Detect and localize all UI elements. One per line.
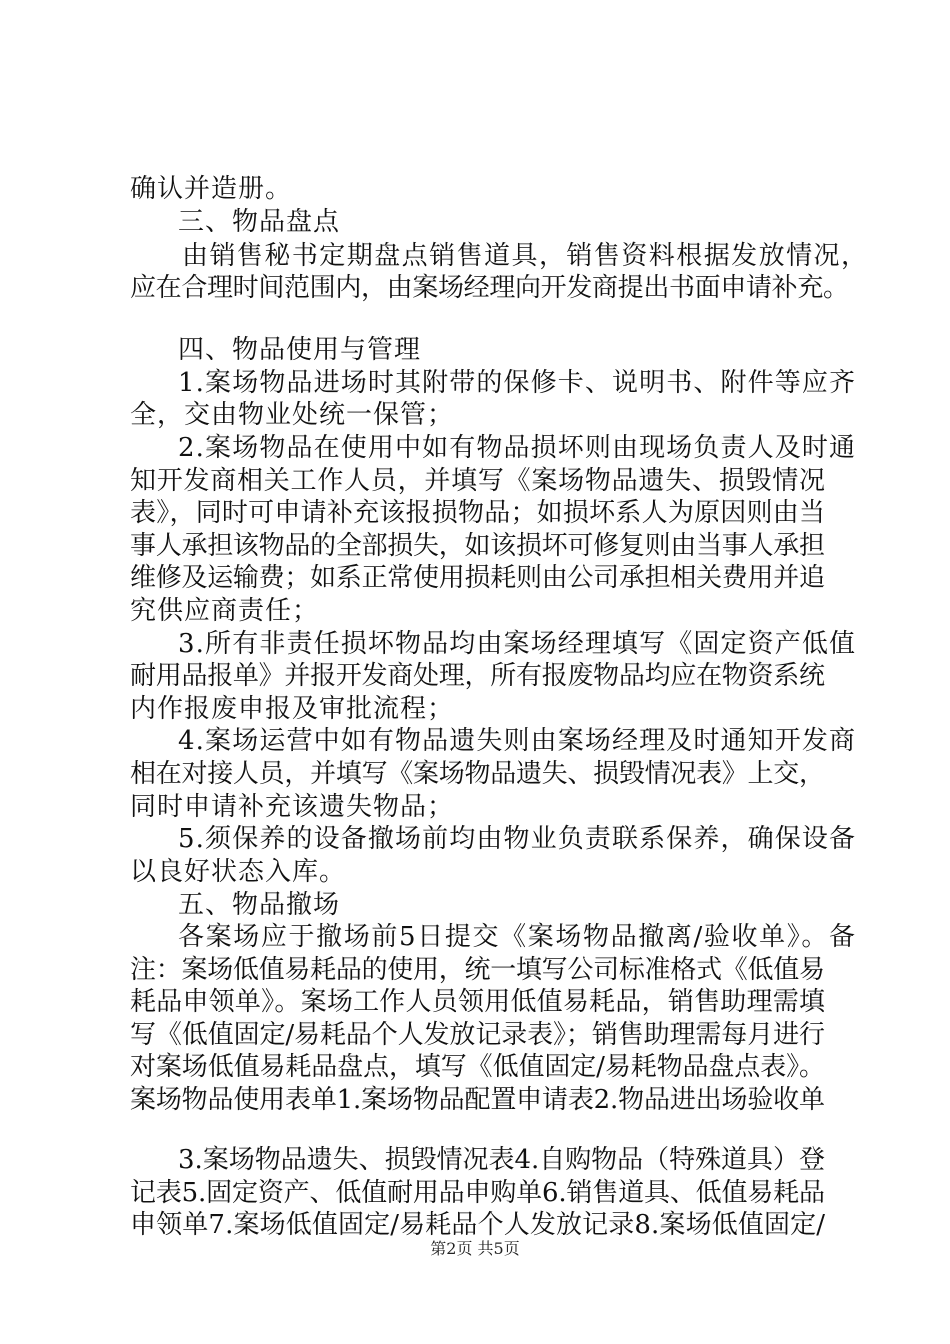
text-line: 注：案场低值易耗品的使用，统一填写公司标准格式《低值易 (130, 955, 825, 985)
text-line: 相在对接人员，并填写《案场物品遗失、损毁情况表》上交， (130, 759, 825, 789)
text-line: 三、物品盘点 (178, 207, 341, 237)
text-line: 耗品申领单》。案场工作人员领用低值易耗品，销售助理需填 (130, 987, 826, 1017)
text-line: 维修及运输费；如系正常使用损耗则由公司承担相关费用并追 (130, 563, 825, 593)
text-line: 四、物品使用与管理 (178, 335, 422, 365)
text-line: 事人承担该物品的全部损失，如该损坏可修复则由当事人承担 (130, 531, 825, 561)
text-line: 全，交由物业处统一保管； (130, 400, 455, 430)
text-line: 内作报废申报及审批流程； (130, 694, 455, 724)
text-line: 记表5.固定资产、低值耐用品申购单6.销售道具、低值易耗品 (130, 1178, 825, 1208)
text-line: 确认并造册。 (130, 174, 293, 204)
text-line: 各案场应于撤场前5日提交《案场物品撤离/验收单》。备 (178, 922, 857, 952)
text-line: 应在合理时间范围内，由案场经理向开发商提出书面申请补充。 (130, 273, 849, 303)
text-line: 4.案场运营中如有物品遗失则由案场经理及时通知开发商 (178, 726, 857, 756)
text-line: 案场物品使用表单1.案场物品配置申请表2.物品进出场验收单 (130, 1085, 825, 1115)
text-line: 申领单7.案场低值固定/易耗品个人发放记录8.案场低值固定/ (130, 1210, 826, 1240)
page-footer: 第2页 共5页 (430, 1239, 520, 1258)
text-line: 5.须保养的设备撤场前均由物业负责联系保养，确保设备 (178, 824, 857, 854)
text-line: 表》，同时可申请补充该报损物品；如损坏系人为原因则由当 (130, 498, 826, 528)
text-line: 同时申请补充该遗失物品； (130, 792, 455, 822)
text-line: 写《低值固定/易耗品个人发放记录表》；销售助理需每月进行 (130, 1020, 825, 1050)
text-line: 耐用品报单》并报开发商处理，所有报废物品均应在物资系统 (130, 661, 825, 691)
text-line: 3.案场物品遗失、损毁情况表4.自购物品（特殊道具）登 (178, 1145, 825, 1175)
text-line: 2.案场物品在使用中如有物品损坏则由现场负责人及时通 (178, 433, 857, 463)
text-line: 五、物品撤场 (178, 890, 341, 920)
text-line: 对案场低值易耗品盘点，填写《低值固定/易耗物品盘点表》。 (130, 1052, 825, 1082)
text-line: 知开发商相关工作人员，并填写《案场物品遗失、损毁情况 (130, 466, 826, 496)
text-line: 由销售秘书定期盘点销售道具，销售资料根据发放情况， (182, 241, 869, 271)
text-line: 究供应商责任； (130, 596, 320, 626)
text-line: 1.案场物品进场时其附带的保修卡、说明书、附件等应齐 (178, 368, 857, 398)
text-line: 以良好状态入库。 (130, 857, 347, 887)
text-line: 3.所有非责任损坏物品均由案场经理填写《固定资产低值 (178, 629, 857, 659)
